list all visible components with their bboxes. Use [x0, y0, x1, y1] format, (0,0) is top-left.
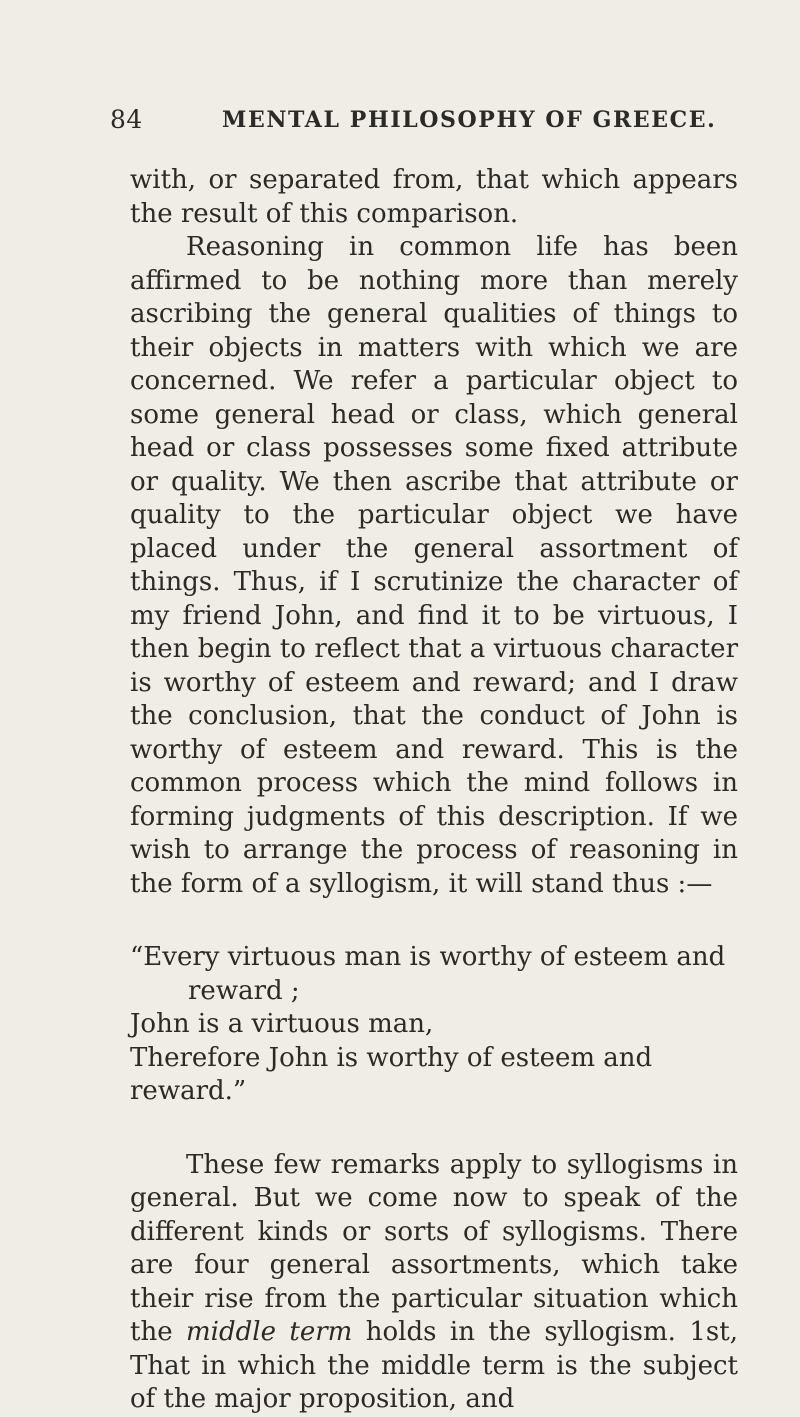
body-text — [130, 164, 738, 1417]
paragraph-text-part: These few remarks apply to syllogisms in general. But we come now to speak of the different kinds or sorts of syllogisms. There are four general assortments, which take their rise from the particular situation which the — [130, 1149, 738, 1347]
syllogism-major-premise-cont: reward ; — [188, 975, 300, 1006]
syllogism-quote — [130, 941, 738, 1109]
page-header — [110, 105, 760, 139]
paragraph-reasoning: Reasoning in common life has been affirmed to be nothing more than merely ascribing the general qualities of things to their objects in matters with which we are concerned. We refer a particular object to some general head or class, which general head or class possesses some fixed attribute or quality. We then ascribe that attribute or quality to the particular object we have placed under the general assortment of things. Thus, if I scrutinize the character of my friend John, and find it to be virtuous, I then begin to reflect that a virtuous character is worthy of esteem and reward; and I draw the conclusion, that the conduct of John is worthy of esteem and reward. This is the common process which the mind follows in forming judgments of this description. If we wish to arrange the process of reasoning in the form of a syllogism, it will stand thus :— — [130, 232, 738, 899]
paragraph-text-part: holds in the syllogism. 1st, That in which the middle term is the subject of the major proposition, and — [130, 1317, 738, 1414]
page-number: 84 — [110, 105, 143, 134]
syllogism-minor-premise: John is a virtuous man, — [130, 1009, 434, 1039]
running-head: MENTAL PHILOSOPHY OF GREECE. — [222, 107, 717, 133]
italic-term: middle term — [186, 1317, 353, 1347]
syllogism-major-premise: “Every virtuous man is worthy of esteem and — [130, 942, 726, 972]
paragraph-syllogism-kinds — [130, 1149, 738, 1417]
paragraph-continuation: with, or separated from, that which appears the result of this comparison. — [130, 165, 738, 229]
syllogism-conclusion: Therefore John is worthy of esteem and reward.” — [130, 1042, 653, 1106]
